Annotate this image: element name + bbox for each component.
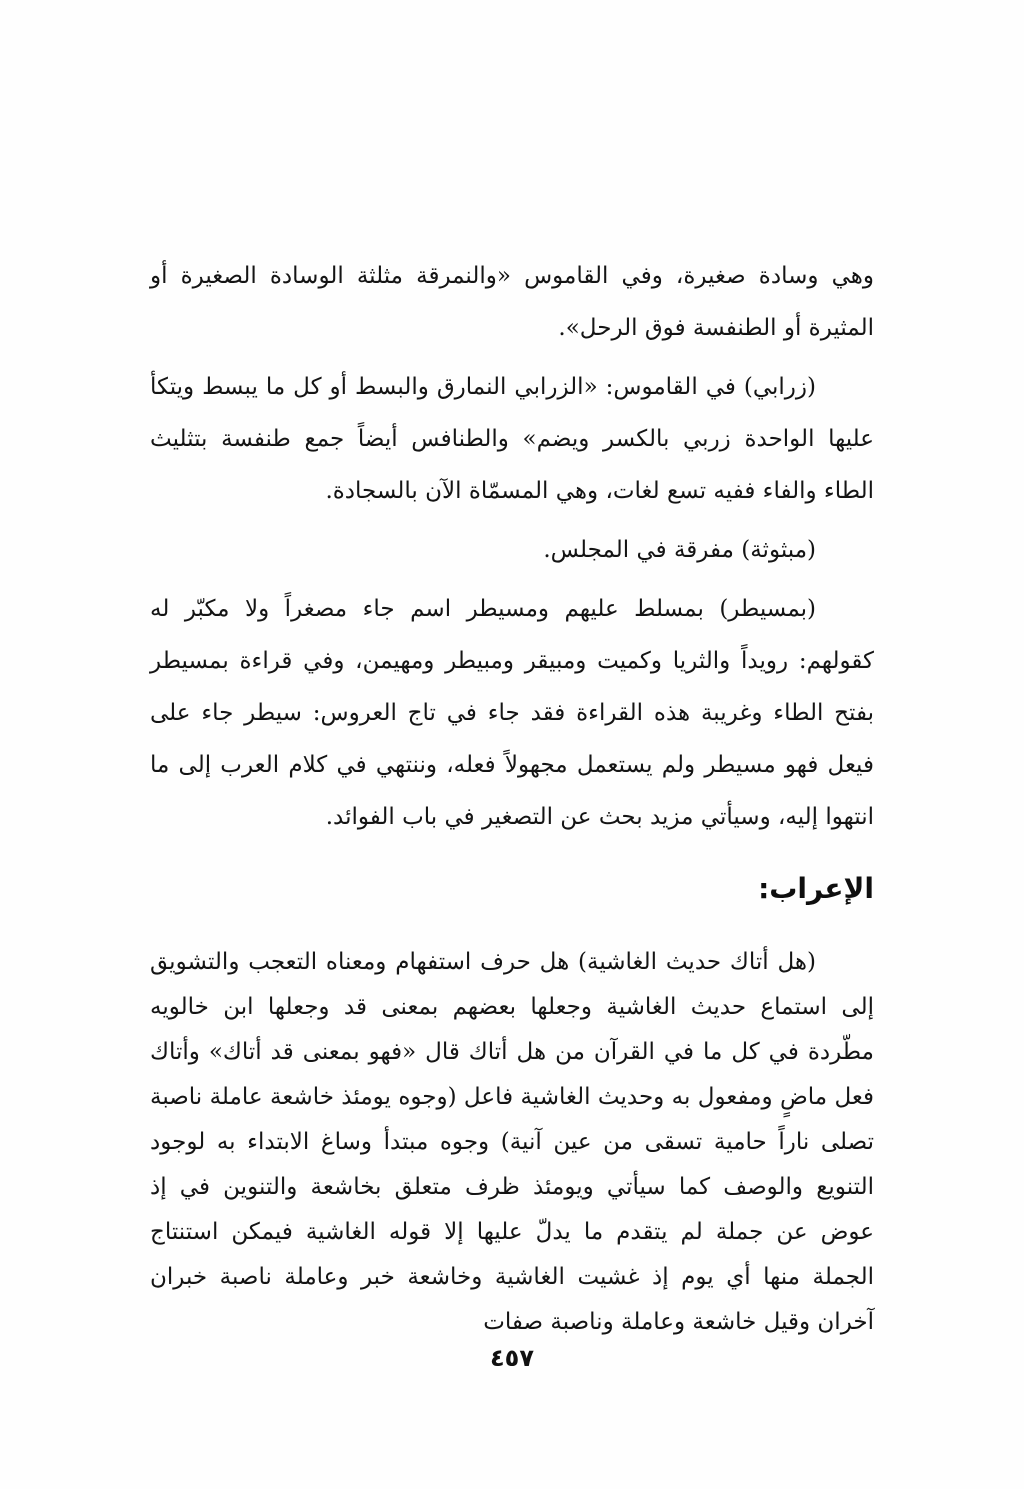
section-heading-irab: الإعراب: (758, 872, 874, 905)
page-number: ٤٥٧ (490, 1344, 534, 1372)
irab-section (150, 940, 874, 1345)
paragraph-wisada: وهي وسادة صغيرة، وفي القاموس «والنمرقة مثلثة الوسادة الصغيرة أو المثيرة أو الطنفسة فوق الرحل». (150, 263, 874, 341)
commentary-section (150, 250, 874, 843)
paragraph-musaytir: (بمسيطر) بمسلط عليهم ومسيطر اسم جاء مصغراً ولا مكبّر له كقولهم: رويداً والثريا وكميت ومبيقر ومبيطر ومهيمن، وفي قراءة بمسيطر بفتح الطاء وغريبة هذه القراءة فقد جاء في تاج العروس: سيطر جاء على فيعل فهو مسيطر ولم يستعمل مجهولاً فعله، وننتهي في كلام العرب إلى ما انتهوا إليه، وسيأتي مزيد بحث عن التصغير في باب الفوائد. (150, 596, 874, 830)
paragraph-irab: (هل أتاك حديث الغاشية) هل حرف استفهام ومعناه التعجب والتشويق إلى استماع حديث الغاشية وجعلها بعضهم بمعنى قد وجعلها ابن خالويه مطّردة في كل ما في القرآن من هل أتاك قال «فهو بمعنى قد أتاك» وأتاك فعل ماضٍ ومفعول به وحديث الغاشية فاعل (وجوه يومئذ خاشعة عاملة ناصبة تصلى ناراً حامية تسقى من عين آنية) وجوه مبتدأ وساغ الابتداء به لوجود التنويع والوصف كما سيأتي ويومئذ ظرف متعلق بخاشعة والتنوين في إذ عوض عن جملة لم يتقدم ما يدلّ عليها إلا قوله الغاشية فيمكن استنتاج الجملة منها أي يوم إذ غشيت الغاشية وخاشعة خبر وعاملة ناصبة خبران آخران وقيل خاشعة وعاملة وناصبة صفات (150, 949, 874, 1335)
paragraph-mabthutha: (مبثوثة) مفرقة في المجلس. (543, 537, 816, 563)
paragraph-zarabi: (زرابي) في القاموس: «الزرابي النمارق والبسط أو كل ما يبسط ويتكأ عليها الواحدة زربي بالكسر ويضم» والطنافس أيضاً جمع طنفسة بتثليث الطاء والفاء ففيه تسع لغات، وهي المسمّاة الآن بالسجادة. (150, 374, 874, 504)
